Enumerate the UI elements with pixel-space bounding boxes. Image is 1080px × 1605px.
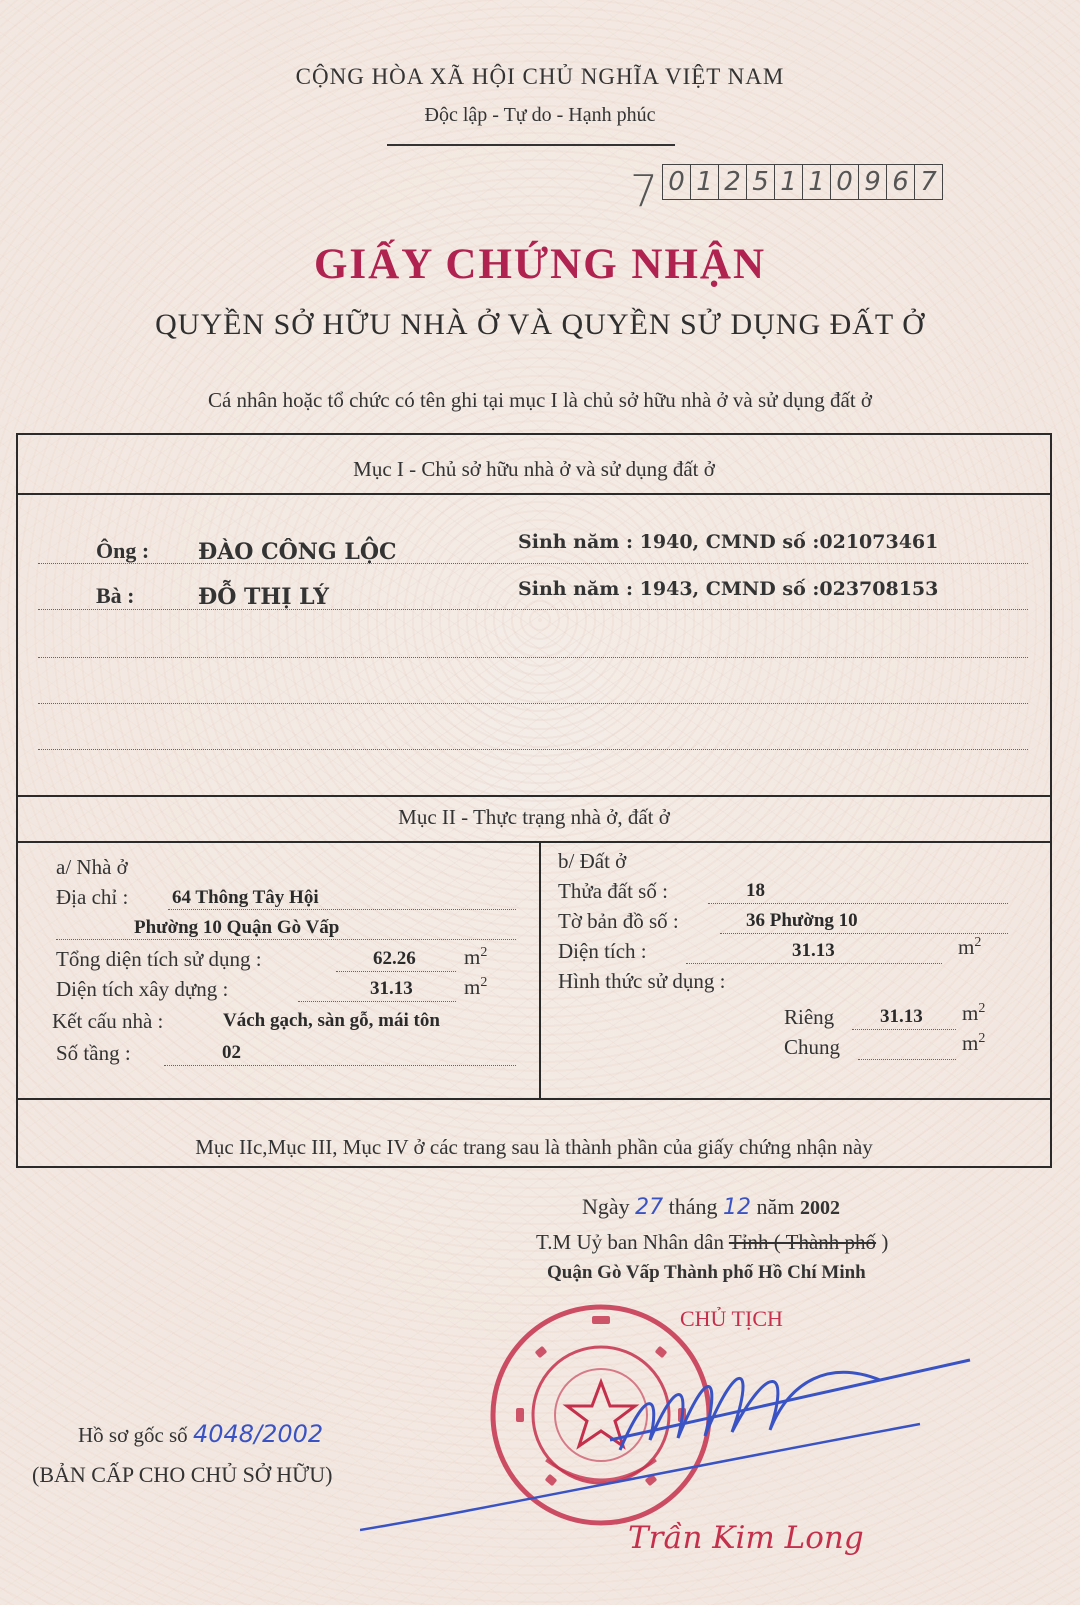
issuing-authority: Quận Gò Vấp Thành phố Hồ Chí Minh xyxy=(547,1262,866,1283)
private-label: Riêng xyxy=(784,1005,835,1029)
dotted-line xyxy=(336,971,456,972)
private-unit: $m^2$ xyxy=(962,1001,986,1025)
owner2-info: Sinh năm : 1943, CMND số :023708153 xyxy=(518,578,939,600)
dotted-line xyxy=(686,963,942,964)
document-title: GIẤY CHỨNG NHẬN xyxy=(313,241,767,288)
owner1-name: ĐÀO CÔNG LỘC xyxy=(198,539,397,565)
issue-day: 27 xyxy=(635,1195,664,1220)
section1-heading: Mục I - Chủ sở hữu nhà ở và sử dụng đất ở xyxy=(353,457,715,481)
continuation-note: Mục IIc,Mục III, Mục IV ở các trang sau là thành phần của giấy chứng nhận này xyxy=(195,1135,873,1159)
floors-value: 02 xyxy=(222,1042,241,1063)
dotted-line xyxy=(38,703,1028,704)
divider xyxy=(18,493,1050,495)
serial-digit: 9 xyxy=(859,165,887,199)
serial-digit: 0 xyxy=(831,165,859,199)
land-area-label: Diện tích : xyxy=(558,939,647,963)
usage-label: Hình thức sử dụng : xyxy=(558,969,726,993)
file-number-value: 4048/2002 xyxy=(192,1420,324,1448)
owner1-info: Sinh năm : 1940, CMND số :021073461 xyxy=(518,531,939,553)
structure-label: Kết cấu nhà : xyxy=(52,1009,164,1033)
dotted-line xyxy=(720,933,1008,934)
land-area-value: 31.13 xyxy=(792,940,835,961)
built-area-value: 31.13 xyxy=(370,978,413,999)
serial-digit: 1 xyxy=(775,165,803,199)
issue-year: 2002 xyxy=(799,1197,840,1219)
dotted-line xyxy=(708,903,1008,904)
serial-prefix: 7 xyxy=(630,166,658,217)
issue-month: 12 xyxy=(723,1195,752,1220)
house-heading: a/ Nhà ở xyxy=(56,855,128,879)
column-divider xyxy=(539,841,541,1098)
dotted-line xyxy=(164,1065,516,1066)
certificate-box xyxy=(16,433,1052,1168)
serial-digit: 2 xyxy=(719,165,747,199)
plot-value: 18 xyxy=(746,880,765,901)
file-number: Hồ sơ gốc số 4048/2002 xyxy=(78,1420,324,1448)
motto: Độc lập - Tự do - Hạnh phúc xyxy=(424,104,656,126)
built-area-unit: $m^2$ xyxy=(464,975,488,999)
dotted-line xyxy=(38,563,1028,564)
dotted-line xyxy=(38,749,1028,750)
dotted-line xyxy=(852,1029,956,1030)
dotted-line xyxy=(38,609,1028,610)
nation-heading: CỘNG HÒA XÃ HỘI CHỦ NGHĨA VIỆT NAM xyxy=(295,64,785,89)
land-area-unit: $m^2$ xyxy=(958,935,982,959)
on-behalf-line: T.M Uỷ ban Nhân dân Tỉnh ( Thành phố ) xyxy=(536,1230,889,1254)
dotted-line xyxy=(38,657,1028,658)
total-area-value: 62.26 xyxy=(373,948,416,969)
signer-name: Trần Kim Long xyxy=(628,1520,864,1556)
private-value: 31.13 xyxy=(880,1006,923,1027)
position-title: CHỦ TỊCH xyxy=(680,1306,783,1331)
total-area-label: Tổng diện tích sử dụng : xyxy=(56,947,262,971)
serial-number-boxes xyxy=(662,164,943,200)
dotted-line xyxy=(858,1059,956,1060)
owner2-name: ĐỖ THỊ LÝ xyxy=(198,584,329,610)
dotted-line xyxy=(298,1001,456,1002)
address-line2: Phường 10 Quận Gò Vấp xyxy=(134,917,340,938)
motto-underline xyxy=(387,144,675,146)
signature-icon xyxy=(360,1340,1000,1540)
owner2-title: Bà : xyxy=(96,583,135,608)
map-value: 36 Phường 10 xyxy=(746,910,858,931)
divider xyxy=(18,841,1050,843)
document-subtitle: QUYỀN SỞ HỮU NHÀ Ở VÀ QUYỀN SỬ DỤNG ĐẤT Ở xyxy=(155,308,925,341)
serial-digit: 1 xyxy=(803,165,831,199)
serial-digit: 7 xyxy=(920,167,937,197)
copy-note: (BẢN CẤP CHO CHỦ SỞ HỮU) xyxy=(32,1462,333,1487)
struck-text: Tỉnh ( Thành phố xyxy=(728,1230,877,1254)
section2-heading: Mục II - Thực trạng nhà ở, đất ở xyxy=(398,805,670,829)
divider xyxy=(18,1098,1050,1100)
total-area-unit: $m^2$ xyxy=(464,945,488,969)
serial-digit: 5 xyxy=(747,165,775,199)
shared-unit: $m^2$ xyxy=(962,1031,986,1055)
address-label: Địa chỉ : xyxy=(56,885,129,909)
serial-digit: 6 xyxy=(887,165,915,199)
dotted-line xyxy=(56,939,516,940)
serial-digit: 0 xyxy=(663,165,691,199)
structure-value: Vách gạch, sàn gỗ, mái tôn xyxy=(223,1010,440,1031)
map-label: Tờ bản đồ số : xyxy=(558,909,679,933)
issue-date: Ngày 27 tháng 12 năm 2002 xyxy=(582,1194,840,1220)
owner1-title: Ông : xyxy=(96,538,150,563)
serial-digit: 1 xyxy=(691,165,719,199)
land-heading: b/ Đất ở xyxy=(558,849,627,873)
divider xyxy=(18,795,1050,797)
intro-text: Cá nhân hoặc tổ chức có tên ghi tại mục I là chủ sở hữu nhà ở và sử dụng đất ở xyxy=(207,388,873,412)
built-area-label: Diện tích xây dựng : xyxy=(56,977,229,1001)
floors-label: Số tầng : xyxy=(56,1041,131,1065)
address-line1: 64 Thông Tây Hội xyxy=(172,887,319,908)
shared-label: Chung xyxy=(784,1035,841,1059)
dotted-line xyxy=(168,909,516,910)
plot-label: Thửa đất số : xyxy=(558,879,668,903)
